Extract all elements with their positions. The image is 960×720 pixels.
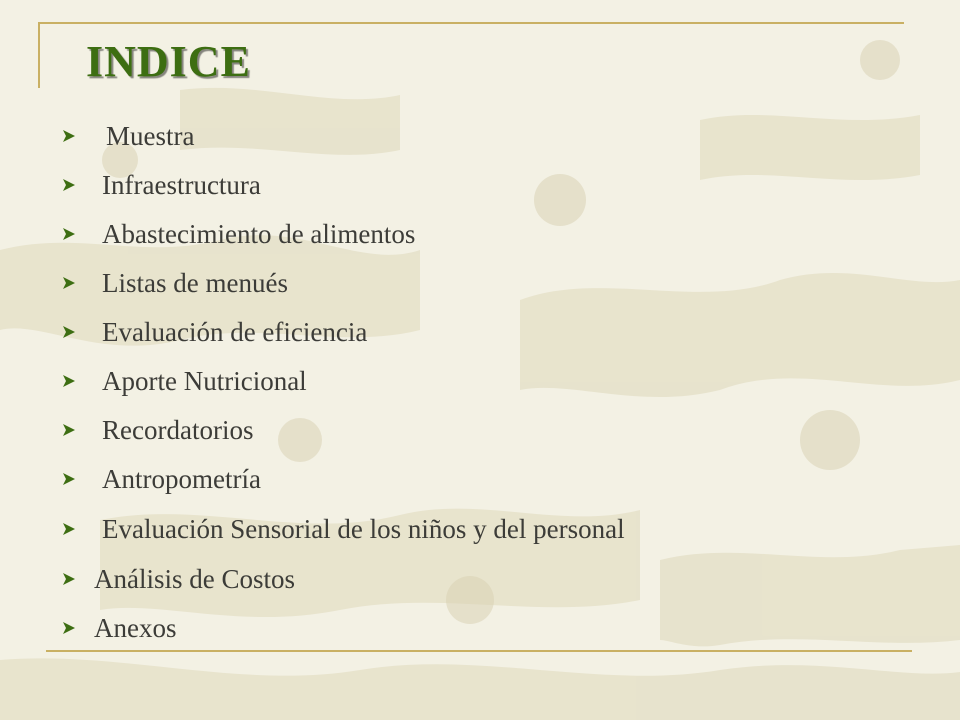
arrowhead-bullet-icon <box>62 423 76 437</box>
arrowhead-bullet-icon <box>62 276 76 290</box>
slide-title: INDICE <box>86 37 251 86</box>
arrowhead-bullet-icon <box>62 325 76 339</box>
list-item-label: Análisis de Costos <box>94 563 296 594</box>
list-item-label: Abastecimiento de alimentos <box>102 218 416 249</box>
list-item-label: Aporte Nutricional <box>102 365 307 396</box>
list-item-label: Antropometría <box>102 463 261 494</box>
left-rule <box>38 22 40 88</box>
list-item-label: Evaluación de eficiencia <box>102 316 368 347</box>
arrowhead-bullet-icon <box>62 374 76 388</box>
arrowhead-bullet-icon <box>62 621 76 635</box>
arrowhead-bullet-icon <box>62 129 76 143</box>
list-item-label: Anexos <box>94 612 177 643</box>
list-item-evaluacion-sensorial <box>62 512 625 546</box>
list-item-aporte-nutricional <box>62 364 307 398</box>
list-item-label: Infraestructura <box>102 169 261 200</box>
list-item-abastecimiento <box>62 217 415 251</box>
bottom-rule <box>46 650 912 652</box>
top-rule <box>40 22 904 24</box>
list-item-muestra <box>62 119 194 153</box>
list-item-anexos <box>62 611 177 645</box>
list-item-label: Recordatorios <box>102 414 254 445</box>
arrowhead-bullet-icon <box>62 572 76 586</box>
list-item-label: Muestra <box>106 120 195 151</box>
arrowhead-bullet-icon <box>62 522 76 536</box>
arrowhead-bullet-icon <box>62 178 76 192</box>
list-item-label: Listas de menués <box>102 267 288 298</box>
list-item-recordatorios <box>62 413 253 447</box>
list-item-analisis-costos <box>62 562 295 596</box>
arrowhead-bullet-icon <box>62 227 76 241</box>
list-item-evaluacion-eficiencia <box>62 315 367 349</box>
list-item-infraestructura <box>62 168 261 202</box>
list-item-label: Evaluación Sensorial de los niños y del personal <box>102 513 625 544</box>
list-item-antropometria <box>62 462 261 496</box>
arrowhead-bullet-icon <box>62 472 76 486</box>
list-item-listas-menues <box>62 266 288 300</box>
